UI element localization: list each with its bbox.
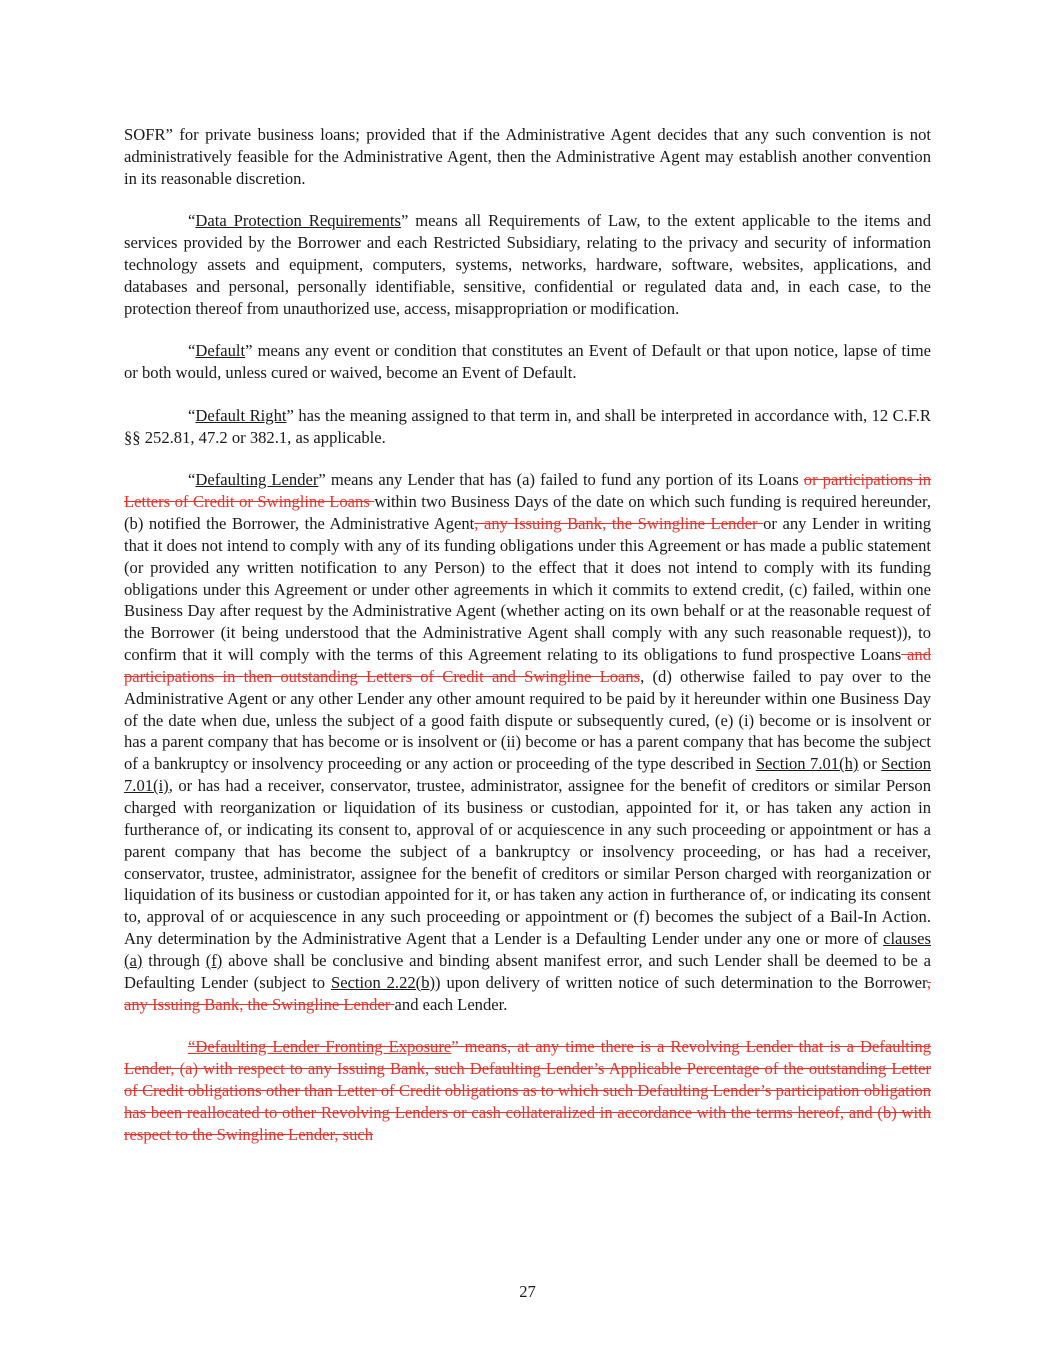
page-number: 27 [519, 1282, 536, 1301]
deleted-defined-term: “Defaulting Lender Fronting Exposure [188, 1037, 452, 1057]
text-run: SOFR” for private business loans; provided that if the Administrative Agent decides that any such convention is not administratively feasible for the Administrative Agent, then the Administrative Agent may establish another convention in its reasonable discretion. [124, 125, 931, 188]
defined-term: Default [195, 341, 246, 361]
defined-term: Default Right [195, 405, 287, 425]
text-run: ” has the meaning assigned to that term in, and shall be interpreted in accordance with, 12 C.F.R §§ 252.81, 47.2 or 382.1, as applicable. [124, 405, 931, 447]
text-run: or [858, 754, 882, 774]
definition-defaulting-lender-fronting-exposure [124, 1036, 931, 1145]
section-reference: Section 7.01(h) [755, 754, 859, 774]
text-run: , or has had a receiver, conservator, trustee, administrator, assignee for the benefit of creditors or similar Person charged with reorganization or liquidation of its business or custodian, appointed for it, or has taken any action in furtherance of, or indicating its consent to, approval of or acquiescence in any such proceeding or appointment or has a parent company that has become the subject of a bankruptcy or insolvency proceeding, or has had a receiver, conservator, trustee, administrator, assignee for the benefit of creditors or similar Person charged with reorganization or liquidation of its business or custodian appointed for it, or has taken any action in furtherance of, or indicating its consent to, approval of or acquiescence in any such proceeding or appointment or (f) becomes the subject of a Bail-In Action. Any determination by the Administrative Agent that a Lender is a Defaulting Lender under any one or more of [124, 776, 931, 949]
text-run: ) upon delivery of written notice of such determination to the Borrower [435, 972, 927, 992]
text-run: “ [188, 341, 196, 361]
text-run: ” means any Lender that has (a) failed to fund any portion of its Loans [318, 470, 804, 490]
clause-reference: (f) [205, 950, 223, 970]
text-run: through [142, 950, 206, 970]
deleted-text: , any Issuing Bank, the Swingline Lender [474, 514, 764, 533]
defined-term: Defaulting Lender [195, 470, 319, 490]
deleted-text: , any Issuing Bank, the Swingline Lender [124, 972, 931, 1014]
definition-data-protection-requirements [124, 210, 931, 319]
clause-reference: clauses (a) [124, 929, 931, 970]
deleted-text: and participations in then outstanding Letters of Credit and Swingline Loans [124, 645, 931, 686]
text-run: or any Lender in writing that it does not intend to comply with any of its funding obligations under this Agreement or has made a public statement (or provided any written notification to any Person) to the effect that it does not intend to comply with its funding obligations under this Agreement or under other agreements in which it commits to extend credit, (c) failed, within one Business Day after request by the Administrative Agent (whether acting on its own behalf or at the reasonable request of the Borrower (it being understood that the Administrative Agent shall comply with any such reasonable request)), to confirm that it will comply with the terms of this Agreement relating to its obligations to fund prospective Loans [124, 514, 931, 665]
text-run: “ [188, 470, 196, 490]
section-reference: Section 2.22(b) [330, 972, 436, 992]
text-run: and each Lender. [394, 994, 508, 1014]
text-run: , (d) otherwise failed to pay over to the Administrative Agent or any other Lender any other amount required to be paid by it hereunder within one Business Day of the date when due, unless the subject of a good faith dispute or subsequently cured, (e) (i) become or is insolvent or has a parent company that has become or is insolvent or (ii) become or has a parent company that has become the subject of a bankruptcy or insolvency proceeding or any action or proceeding of the type described in [124, 666, 932, 774]
deleted-text: ” means, at any time there is a Revolving Lender that is a Defaulting Lender, (a) with respect to any Issuing Bank, such Defaulting Lender’s Applicable Percentage of the outstanding Letter of Credit obligations other than Letter of Credit obligations as to which such Defaulting Lender’s participation obligation has been reallocated to other Revolving Lenders or cash collateralized in accordance with the terms hereof, and (b) with respect to the Swingline Lender, such [124, 1037, 931, 1144]
text-run: ” means any event or condition that constitutes an Event of Default or that upon notice, lapse of time or both would, unless cured or waived, become an Event of Default. [124, 341, 931, 383]
document-body [124, 124, 931, 1166]
definition-default [124, 340, 931, 384]
paragraph-sofr-convention [124, 124, 931, 190]
text-run: above shall be conclusive and binding absent manifest error, and such Lender shall be deemed to be a Defaulting Lender (subject to [124, 950, 931, 992]
deleted-text: or participations in Letters of Credit or Swingline Loans [124, 470, 931, 512]
text-run: ” means all Requirements of Law, to the extent applicable to the items and services provided by the Borrower and each Restricted Subsidiary, relating to the privacy and security of information technology assets and equipment, computers, systems, networks, hardware, software, websites, applications, and databases and personal, personally identifiable, sensitive, confidential or regulated data and, in each case, to the protection thereof from unauthorized use, access, misappropriation or modification. [124, 211, 932, 318]
definition-default-right [124, 405, 931, 449]
definition-defaulting-lender [124, 469, 931, 1015]
defined-term: Data Protection Requirements [195, 211, 401, 231]
text-run: “ [188, 211, 196, 231]
section-reference: Section 7.01(i) [124, 754, 931, 796]
text-run: within two Business Days of the date on which such funding is required hereunder, (b) notified the Borrower, the Administrative Agent [124, 492, 931, 533]
text-run: “ [188, 405, 196, 425]
